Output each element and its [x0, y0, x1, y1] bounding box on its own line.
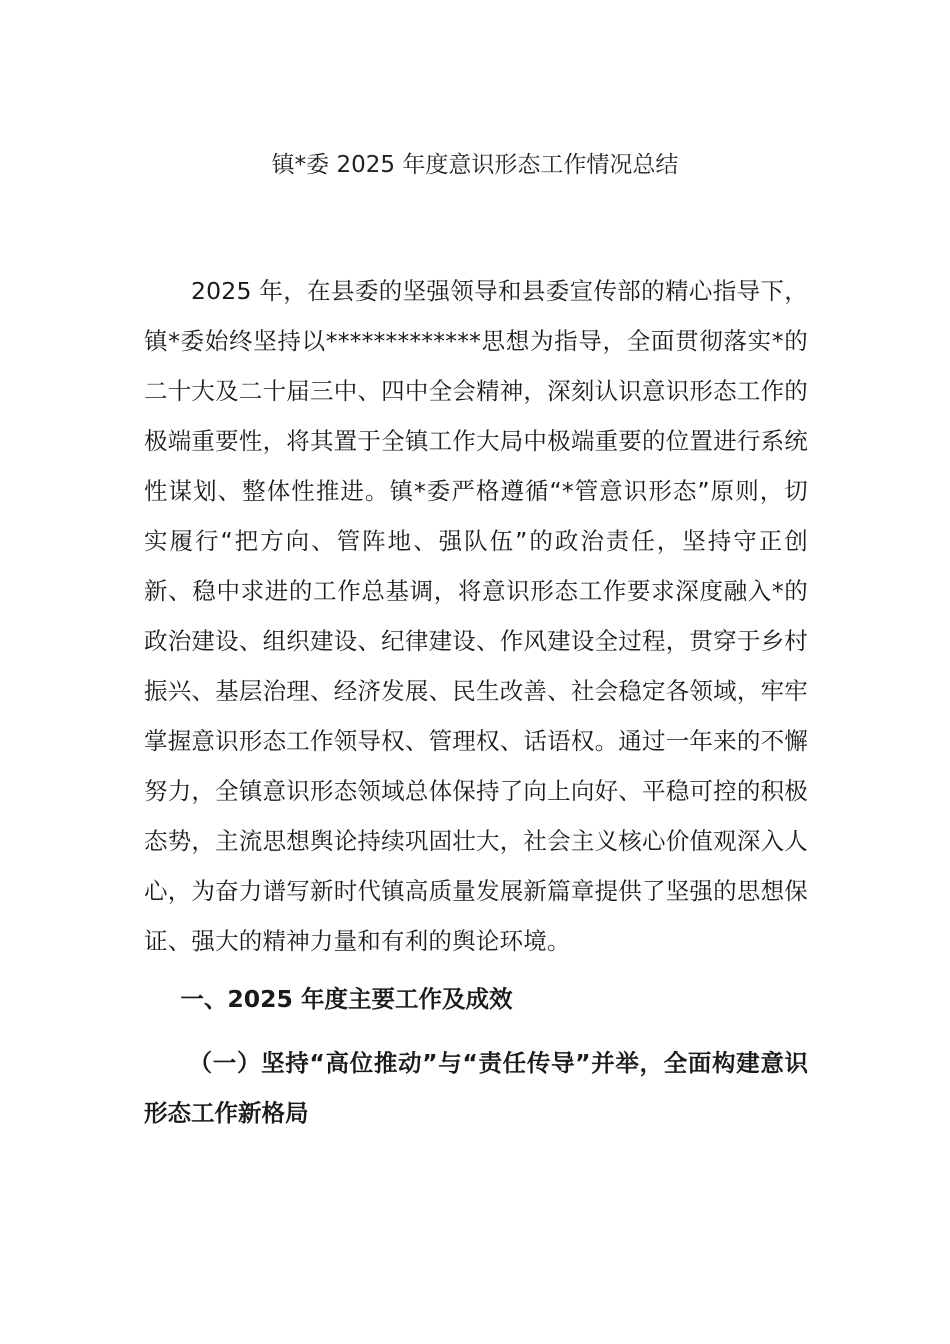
- subsection-heading: （一）坚持“高位推动”与“责任传导”并举，全面构建意识形态工作新格局: [144, 1049, 808, 1127]
- section-heading: 一、2025 年度主要工作及成效: [180, 985, 513, 1013]
- document-title: 镇*委 2025 年度意识形态工作情况总结: [271, 152, 679, 178]
- intro-paragraph: 2025 年，在县委的坚强领导和县委宣传部的精心指导下，镇*委始终坚持以*************思想为指导，全面贯彻落实*的二十大及二十届三中、四中全会精神，深刻认识意识形态工作的极端重要性，将其置于全镇工作大局中极端重要的位置进行系统性谋划、整体性推进。镇*委严格遵循“*管意识形态”原则，切实履行“把方向、管阵地、强队伍”的政治责任，坚持守正创新、稳中求进的工作总基调，将意识形态工作要求深度融入*的政治建设、组织建设、纪律建设、作风建设全过程，贯穿于乡村振兴、基层治理、经济发展、民生改善、社会稳定各领域，牢牢掌握意识形态工作领导权、管理权、话语权。通过一年来的不懈努力，全镇意识形态领域总体保持了向上向好、平稳可控的积极态势，主流思想舆论持续巩固壮大，社会主义核心价值观深入人心，为奋力谱写新时代镇高质量发展新篇章提供了坚强的思想保证、强大的精神力量和有利的舆论环境。: [144, 277, 808, 955]
